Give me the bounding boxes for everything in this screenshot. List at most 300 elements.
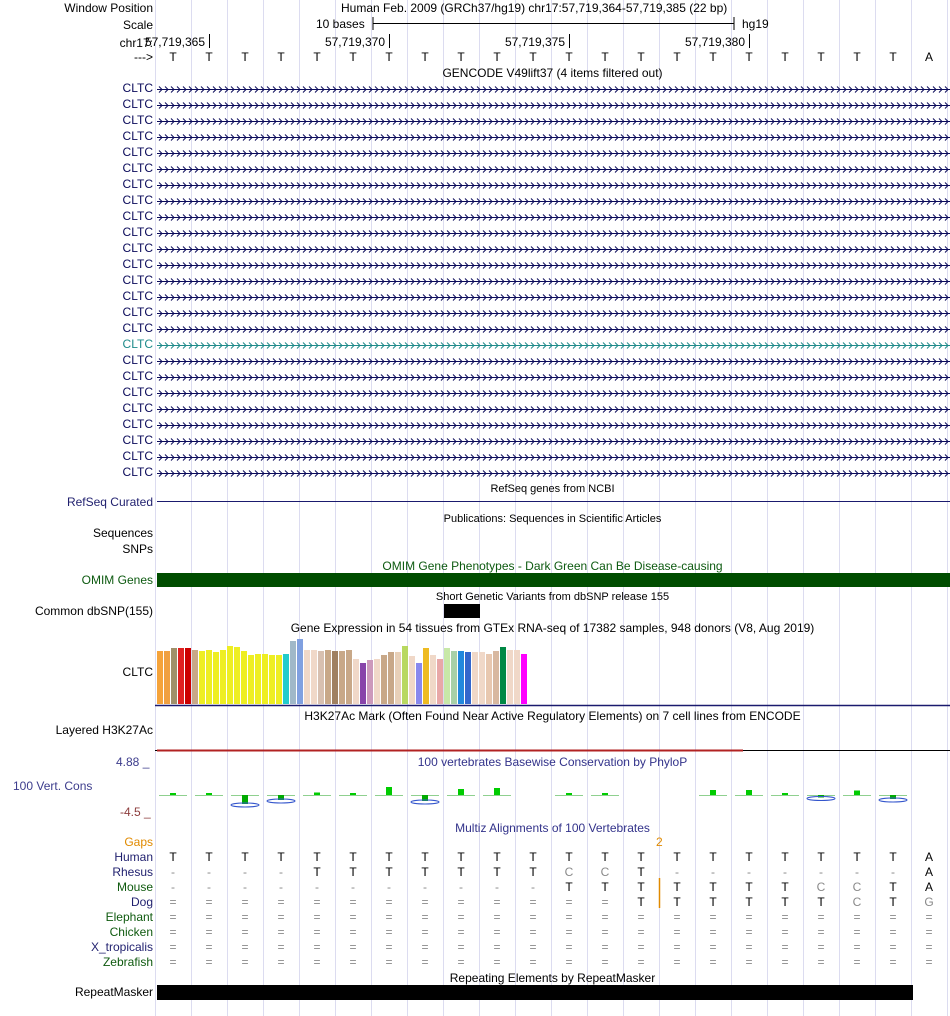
- gtex-tissue-bar[interactable]: [171, 648, 177, 704]
- aligned-base: T: [565, 880, 573, 894]
- aligned-base: T: [565, 850, 573, 864]
- aligned-base: =: [421, 910, 429, 924]
- dbsnp-label[interactable]: Common dbSNP(155): [34, 604, 153, 618]
- gtex-tissue-bar[interactable]: [283, 654, 289, 704]
- gtex-tissue-bar[interactable]: [402, 646, 408, 704]
- gtex-tissue-bar[interactable]: [367, 660, 373, 704]
- phylop-score[interactable]: [195, 793, 223, 796]
- aligned-base: =: [169, 910, 177, 924]
- species-label[interactable]: Zebrafish: [102, 955, 153, 969]
- gtex-tissue-bar[interactable]: [318, 651, 324, 704]
- aligned-base: =: [349, 895, 357, 909]
- aligned-base: T: [313, 850, 321, 864]
- aligned-base: =: [349, 940, 357, 954]
- gencode-transcript-label[interactable]: CLTC: [122, 145, 153, 159]
- aligned-base: T: [601, 850, 609, 864]
- gtex-tissue-bar[interactable]: [290, 641, 296, 704]
- aligned-base: T: [781, 880, 789, 894]
- phylop-score[interactable]: [591, 793, 619, 796]
- aligned-base: =: [781, 910, 789, 924]
- aligned-base: A: [924, 865, 933, 879]
- aligned-base: =: [853, 940, 861, 954]
- gtex-tissue-bar[interactable]: [332, 651, 338, 704]
- aligned-base: T: [709, 895, 717, 909]
- species-label[interactable]: Mouse: [116, 880, 153, 894]
- gencode-transcript-label[interactable]: CLTC: [122, 337, 153, 351]
- aligned-base: =: [421, 955, 429, 969]
- aligned-base: =: [277, 940, 285, 954]
- phylop-score[interactable]: [699, 790, 727, 796]
- gencode-transcript[interactable]: [157, 439, 950, 445]
- aligned-base: T: [709, 850, 717, 864]
- gencode-transcript[interactable]: [157, 375, 950, 381]
- species-label[interactable]: Dog: [130, 895, 153, 909]
- gencode-transcript-label[interactable]: CLTC: [122, 465, 153, 479]
- aligned-base: =: [205, 955, 213, 969]
- gencode-transcript[interactable]: [157, 279, 950, 285]
- db-label: hg19: [742, 17, 769, 31]
- phylop-score[interactable]: [231, 795, 259, 807]
- gencode-transcript-label[interactable]: CLTC: [122, 321, 153, 335]
- gtex-tissue-bar[interactable]: [220, 650, 226, 704]
- aligned-base: T: [781, 850, 789, 864]
- aligned-base: =: [313, 925, 321, 939]
- gencode-transcript[interactable]: [157, 455, 950, 461]
- aligned-base: =: [565, 910, 573, 924]
- aligned-base: T: [637, 850, 645, 864]
- aligned-base: =: [637, 955, 645, 969]
- dbsnp-variant[interactable]: [444, 604, 480, 618]
- h3k27ac-signal[interactable]: [155, 746, 950, 754]
- gencode-transcript[interactable]: [157, 311, 950, 317]
- gtex-tissue-bar[interactable]: [192, 650, 198, 704]
- species-label[interactable]: Elephant: [105, 910, 153, 924]
- window-position-label: Window Position: [64, 1, 153, 15]
- aligned-base: T: [889, 880, 897, 894]
- phylop-score[interactable]: [447, 789, 475, 796]
- aligned-base: -: [351, 880, 355, 894]
- aligned-base: =: [601, 895, 609, 909]
- strand-arrow: --->: [134, 50, 153, 64]
- gtex-tissue-bar[interactable]: [514, 650, 520, 704]
- gtex-tissue-bar[interactable]: [206, 650, 212, 704]
- aligned-base: =: [745, 925, 753, 939]
- gencode-transcript-label[interactable]: CLTC: [122, 273, 153, 287]
- gtex-tissue-bar[interactable]: [297, 639, 303, 704]
- aligned-base: =: [313, 940, 321, 954]
- aligned-base: =: [241, 940, 249, 954]
- gtex-tissue-bar[interactable]: [325, 650, 331, 704]
- gtex-bar-chart[interactable]: [155, 636, 950, 708]
- phylop-score[interactable]: [735, 790, 763, 796]
- phylop-score[interactable]: [339, 793, 367, 796]
- aligned-base: -: [207, 880, 211, 894]
- aligned-base: T: [781, 895, 789, 909]
- aligned-base: =: [637, 925, 645, 939]
- gtex-tissue-bar[interactable]: [227, 646, 233, 704]
- coordinate-tick-label: 57,719,370: [324, 35, 385, 49]
- aligned-base: T: [853, 850, 861, 864]
- gtex-tissue-bar[interactable]: [437, 659, 443, 704]
- aligned-base: -: [675, 865, 679, 879]
- gtex-tissue-bar[interactable]: [262, 654, 268, 704]
- coordinate-tick: [389, 34, 390, 48]
- coordinate-tick-label: 57,719,380: [684, 35, 745, 49]
- h3k27ac-label[interactable]: Layered H3K27Ac: [55, 723, 153, 737]
- aligned-base: =: [853, 925, 861, 939]
- gencode-transcript[interactable]: [157, 407, 950, 413]
- aligned-base: =: [313, 955, 321, 969]
- phylop-score[interactable]: [375, 787, 403, 796]
- gtex-tissue-bar[interactable]: [255, 654, 261, 704]
- gencode-transcript-label[interactable]: CLTC: [122, 113, 153, 127]
- gencode-transcript-label[interactable]: CLTC: [122, 161, 153, 175]
- aligned-base: =: [169, 925, 177, 939]
- gtex-tissue-bar[interactable]: [269, 655, 275, 704]
- aligned-base: =: [493, 895, 501, 909]
- aligned-base: -: [423, 880, 427, 894]
- gtex-tissue-bar[interactable]: [360, 663, 366, 704]
- gencode-transcript-label[interactable]: CLTC: [122, 225, 153, 239]
- gencode-transcript[interactable]: [157, 391, 950, 397]
- coordinate-tick-label: 57,719,365: [144, 35, 205, 49]
- aligned-base: =: [601, 925, 609, 939]
- aligned-base: =: [565, 925, 573, 939]
- gaps-label: Gaps: [124, 835, 153, 849]
- phylop-score[interactable]: [411, 795, 439, 804]
- gtex-tissue-bar[interactable]: [507, 650, 513, 704]
- gencode-transcript[interactable]: [157, 151, 950, 157]
- aligned-base: =: [853, 910, 861, 924]
- aligned-base: =: [205, 895, 213, 909]
- aligned-base: =: [637, 910, 645, 924]
- gtex-tissue-bar[interactable]: [304, 650, 310, 704]
- aligned-base: =: [853, 955, 861, 969]
- gencode-transcript-label[interactable]: CLTC: [122, 241, 153, 255]
- gtex-tissue-bar[interactable]: [234, 647, 240, 704]
- aligned-base: =: [637, 940, 645, 954]
- reference-base: T: [673, 50, 681, 64]
- phylop-score[interactable]: [303, 793, 331, 796]
- gencode-transcript-label[interactable]: CLTC: [122, 353, 153, 367]
- aligned-base: =: [781, 940, 789, 954]
- gtex-tissue-bar[interactable]: [346, 650, 352, 704]
- aligned-base: =: [349, 910, 357, 924]
- gencode-transcript-label[interactable]: CLTC: [122, 177, 153, 191]
- aligned-base: T: [709, 880, 717, 894]
- aligned-base: =: [673, 940, 681, 954]
- aligned-base: =: [493, 925, 501, 939]
- aligned-base: =: [421, 895, 429, 909]
- gencode-transcript-label[interactable]: CLTC: [122, 417, 153, 431]
- gtex-tissue-bar[interactable]: [451, 651, 457, 704]
- snps-label[interactable]: SNPs: [122, 542, 153, 556]
- gtex-tissue-bar[interactable]: [199, 651, 205, 704]
- aligned-base: =: [493, 955, 501, 969]
- aligned-base: =: [565, 940, 573, 954]
- refseq-track-title: RefSeq genes from NCBI: [490, 483, 615, 495]
- reference-base: T: [709, 50, 717, 64]
- aligned-base: =: [781, 925, 789, 939]
- gencode-transcript[interactable]: [157, 295, 950, 301]
- gencode-transcript-label[interactable]: CLTC: [122, 257, 153, 271]
- aligned-base: =: [313, 910, 321, 924]
- aligned-base: -: [711, 865, 715, 879]
- reference-base: T: [853, 50, 861, 64]
- omim-feature-bar[interactable]: [157, 573, 950, 587]
- aligned-base: =: [385, 910, 393, 924]
- reference-base: T: [493, 50, 501, 64]
- refseq-track[interactable]: [157, 501, 950, 502]
- gencode-transcript[interactable]: [157, 215, 950, 221]
- aligned-base: =: [421, 940, 429, 954]
- aligned-base: =: [241, 955, 249, 969]
- aligned-base: =: [925, 925, 933, 939]
- phylop-track-title: 100 vertebrates Basewise Conservation by PhyloP: [417, 755, 688, 769]
- aligned-base: T: [817, 850, 825, 864]
- gencode-transcript[interactable]: [157, 359, 950, 365]
- aligned-base: T: [349, 850, 357, 864]
- aligned-base: T: [385, 865, 393, 879]
- aligned-base: T: [601, 880, 609, 894]
- gtex-tissue-bar[interactable]: [164, 651, 170, 704]
- reference-base: T: [277, 50, 285, 64]
- aligned-base: C: [564, 865, 574, 879]
- gtex-tissue-bar[interactable]: [430, 655, 436, 704]
- aligned-base: =: [241, 895, 249, 909]
- aligned-base: -: [819, 865, 823, 879]
- aligned-base: =: [673, 910, 681, 924]
- gencode-transcript-label[interactable]: CLTC: [122, 193, 153, 207]
- aligned-base: =: [277, 925, 285, 939]
- aligned-base: =: [565, 895, 573, 909]
- aligned-base: -: [783, 865, 787, 879]
- h3k27ac-track-title: H3K27Ac Mark (Often Found Near Active Regulatory Elements) on 7 cell lines from ENCODE: [304, 709, 801, 723]
- phylop-score[interactable]: [159, 793, 187, 796]
- aligned-base: =: [457, 955, 465, 969]
- aligned-base: =: [889, 940, 897, 954]
- reference-base: T: [781, 50, 789, 64]
- reference-base: T: [565, 50, 573, 64]
- aligned-base: =: [529, 955, 537, 969]
- gencode-transcript-label[interactable]: CLTC: [122, 129, 153, 143]
- reference-base: T: [349, 50, 357, 64]
- gtex-tissue-bar[interactable]: [185, 648, 191, 704]
- aligned-base: -: [315, 880, 319, 894]
- gap-insertion-marker: [655, 878, 663, 910]
- aligned-base: =: [529, 925, 537, 939]
- aligned-base: -: [207, 865, 211, 879]
- gtex-tissue-bar[interactable]: [213, 652, 219, 704]
- gtex-tissue-bar[interactable]: [248, 655, 254, 704]
- aligned-base: =: [925, 955, 933, 969]
- gencode-track[interactable]: [155, 80, 950, 480]
- aligned-base: T: [241, 850, 249, 864]
- phylop-score[interactable]: [267, 795, 295, 803]
- aligned-base: T: [457, 850, 465, 864]
- aligned-base: =: [205, 925, 213, 939]
- gtex-tissue-bar[interactable]: [444, 648, 450, 704]
- gencode-transcript[interactable]: [157, 343, 950, 349]
- gencode-transcript[interactable]: [157, 263, 950, 269]
- gencode-transcript-label[interactable]: CLTC: [122, 81, 153, 95]
- aligned-base: T: [457, 865, 465, 879]
- reference-base: T: [205, 50, 213, 64]
- aligned-base: -: [171, 865, 175, 879]
- phylop-score[interactable]: [483, 788, 511, 796]
- gtex-tissue-bar[interactable]: [157, 651, 163, 704]
- gencode-transcript[interactable]: [157, 231, 950, 237]
- gencode-transcript[interactable]: [157, 87, 950, 93]
- reference-base: T: [457, 50, 465, 64]
- gencode-transcript-label[interactable]: CLTC: [122, 385, 153, 399]
- aligned-base: -: [495, 880, 499, 894]
- repeatmasker-label[interactable]: RepeatMasker: [74, 985, 153, 999]
- phylop-max-label: 4.88 _: [116, 755, 150, 769]
- gencode-transcript[interactable]: [157, 199, 950, 205]
- species-label[interactable]: Rhesus: [112, 865, 153, 879]
- repeatmasker-element[interactable]: [157, 985, 913, 1000]
- gencode-transcript[interactable]: [157, 135, 950, 141]
- aligned-base: =: [385, 940, 393, 954]
- phylop-score[interactable]: [807, 795, 835, 801]
- phylop-score[interactable]: [879, 795, 907, 802]
- aligned-base: T: [529, 865, 537, 879]
- phylop-score[interactable]: [843, 791, 871, 796]
- aligned-base: T: [745, 880, 753, 894]
- reference-base: T: [745, 50, 753, 64]
- aligned-base: =: [241, 925, 249, 939]
- reference-base: T: [601, 50, 609, 64]
- gtex-tissue-bar[interactable]: [486, 654, 492, 704]
- gencode-transcript-label[interactable]: CLTC: [122, 433, 153, 447]
- aligned-base: -: [531, 880, 535, 894]
- aligned-base: =: [745, 955, 753, 969]
- aligned-base: =: [241, 910, 249, 924]
- phylop-label[interactable]: 100 Vert. Cons: [13, 779, 93, 793]
- gencode-transcript[interactable]: [157, 183, 950, 189]
- gtex-tissue-bar[interactable]: [276, 655, 282, 704]
- reference-base: T: [529, 50, 537, 64]
- aligned-base: =: [457, 940, 465, 954]
- species-label[interactable]: Chicken: [109, 925, 153, 939]
- gtex-label[interactable]: CLTC: [122, 665, 153, 679]
- gtex-tissue-bar[interactable]: [458, 651, 464, 704]
- gencode-transcript-label[interactable]: CLTC: [122, 97, 153, 111]
- omim-track-title: OMIM Gene Phenotypes - Dark Green Can Be Disease-causing: [382, 559, 723, 573]
- scale-label: Scale: [122, 18, 153, 32]
- coordinate-tick: [209, 34, 210, 48]
- aligned-base: T: [493, 850, 501, 864]
- aligned-base: =: [565, 955, 573, 969]
- gtex-tissue-bar[interactable]: [374, 659, 380, 704]
- gencode-transcript[interactable]: [157, 167, 950, 173]
- gtex-tissue-bar[interactable]: [521, 654, 527, 704]
- gencode-transcript[interactable]: [157, 471, 950, 477]
- gencode-transcript-label[interactable]: CLTC: [122, 449, 153, 463]
- aligned-base: -: [387, 880, 391, 894]
- omim-label[interactable]: OMIM Genes: [81, 573, 153, 587]
- aligned-base: -: [243, 865, 247, 879]
- gencode-transcript[interactable]: [157, 423, 950, 429]
- gtex-tissue-bar[interactable]: [311, 650, 317, 704]
- gtex-tissue-bar[interactable]: [465, 652, 471, 704]
- gencode-transcript-label[interactable]: CLTC: [122, 305, 153, 319]
- gtex-tissue-bar[interactable]: [409, 656, 415, 704]
- aligned-base: =: [277, 895, 285, 909]
- aligned-base: =: [457, 895, 465, 909]
- gtex-tissue-bar[interactable]: [381, 655, 387, 704]
- aligned-base: =: [817, 955, 825, 969]
- aligned-base: =: [817, 940, 825, 954]
- aligned-base: T: [529, 850, 537, 864]
- gencode-transcript-label[interactable]: CLTC: [122, 401, 153, 415]
- gtex-tissue-bar[interactable]: [353, 659, 359, 704]
- phylop-score[interactable]: [771, 793, 799, 796]
- publications-label[interactable]: Sequences: [92, 526, 153, 540]
- species-label[interactable]: X_tropicalis: [90, 940, 153, 954]
- gtex-tissue-bar[interactable]: [339, 651, 345, 704]
- gencode-transcript-label[interactable]: CLTC: [122, 289, 153, 303]
- gencode-transcript[interactable]: [157, 247, 950, 253]
- gtex-tissue-bar[interactable]: [416, 663, 422, 704]
- aligned-base: T: [493, 865, 501, 879]
- gtex-tissue-bar[interactable]: [500, 647, 506, 704]
- gtex-tissue-bar[interactable]: [395, 652, 401, 704]
- aligned-base: =: [817, 925, 825, 939]
- gencode-transcript[interactable]: [157, 119, 950, 125]
- gtex-tissue-bar[interactable]: [423, 648, 429, 704]
- refseq-label[interactable]: RefSeq Curated: [66, 495, 153, 509]
- gencode-transcript[interactable]: [157, 103, 950, 109]
- aligned-base: -: [279, 865, 283, 879]
- aligned-base: T: [205, 850, 213, 864]
- aligned-base: =: [349, 955, 357, 969]
- publications-track-title: Publications: Sequences in Scientific Articles: [443, 513, 662, 525]
- aligned-base: T: [673, 850, 681, 864]
- gencode-transcript-label[interactable]: CLTC: [122, 209, 153, 223]
- aligned-base: C: [852, 895, 862, 909]
- scale-bar-text: 10 bases: [316, 17, 365, 31]
- aligned-base: =: [169, 940, 177, 954]
- aligned-base: =: [385, 925, 393, 939]
- gtex-tissue-bar[interactable]: [178, 648, 184, 704]
- gtex-tissue-bar[interactable]: [472, 652, 478, 704]
- aligned-base: -: [891, 865, 895, 879]
- gencode-transcript-label[interactable]: CLTC: [122, 369, 153, 383]
- gtex-track-title: Gene Expression in 54 tissues from GTEx RNA-seq of 17382 samples, 948 donors (V8, Aug 2019): [290, 621, 815, 635]
- aligned-base: =: [205, 940, 213, 954]
- gtex-tissue-bar[interactable]: [479, 652, 485, 704]
- aligned-base: =: [601, 910, 609, 924]
- aligned-base: =: [925, 910, 933, 924]
- aligned-base: T: [745, 850, 753, 864]
- aligned-base: T: [745, 895, 753, 909]
- phylop-track[interactable]: [155, 770, 950, 820]
- reference-base: T: [169, 50, 177, 64]
- aligned-base: -: [171, 880, 175, 894]
- gtex-tissue-bar[interactable]: [241, 651, 247, 704]
- aligned-base: =: [277, 910, 285, 924]
- aligned-base: A: [924, 850, 933, 864]
- aligned-base: A: [924, 880, 933, 894]
- aligned-base: =: [421, 925, 429, 939]
- gencode-transcript[interactable]: [157, 327, 950, 333]
- gtex-tissue-bar[interactable]: [388, 652, 394, 704]
- species-label[interactable]: Human: [114, 850, 153, 864]
- phylop-score[interactable]: [555, 793, 583, 796]
- gtex-tissue-bar[interactable]: [493, 651, 499, 704]
